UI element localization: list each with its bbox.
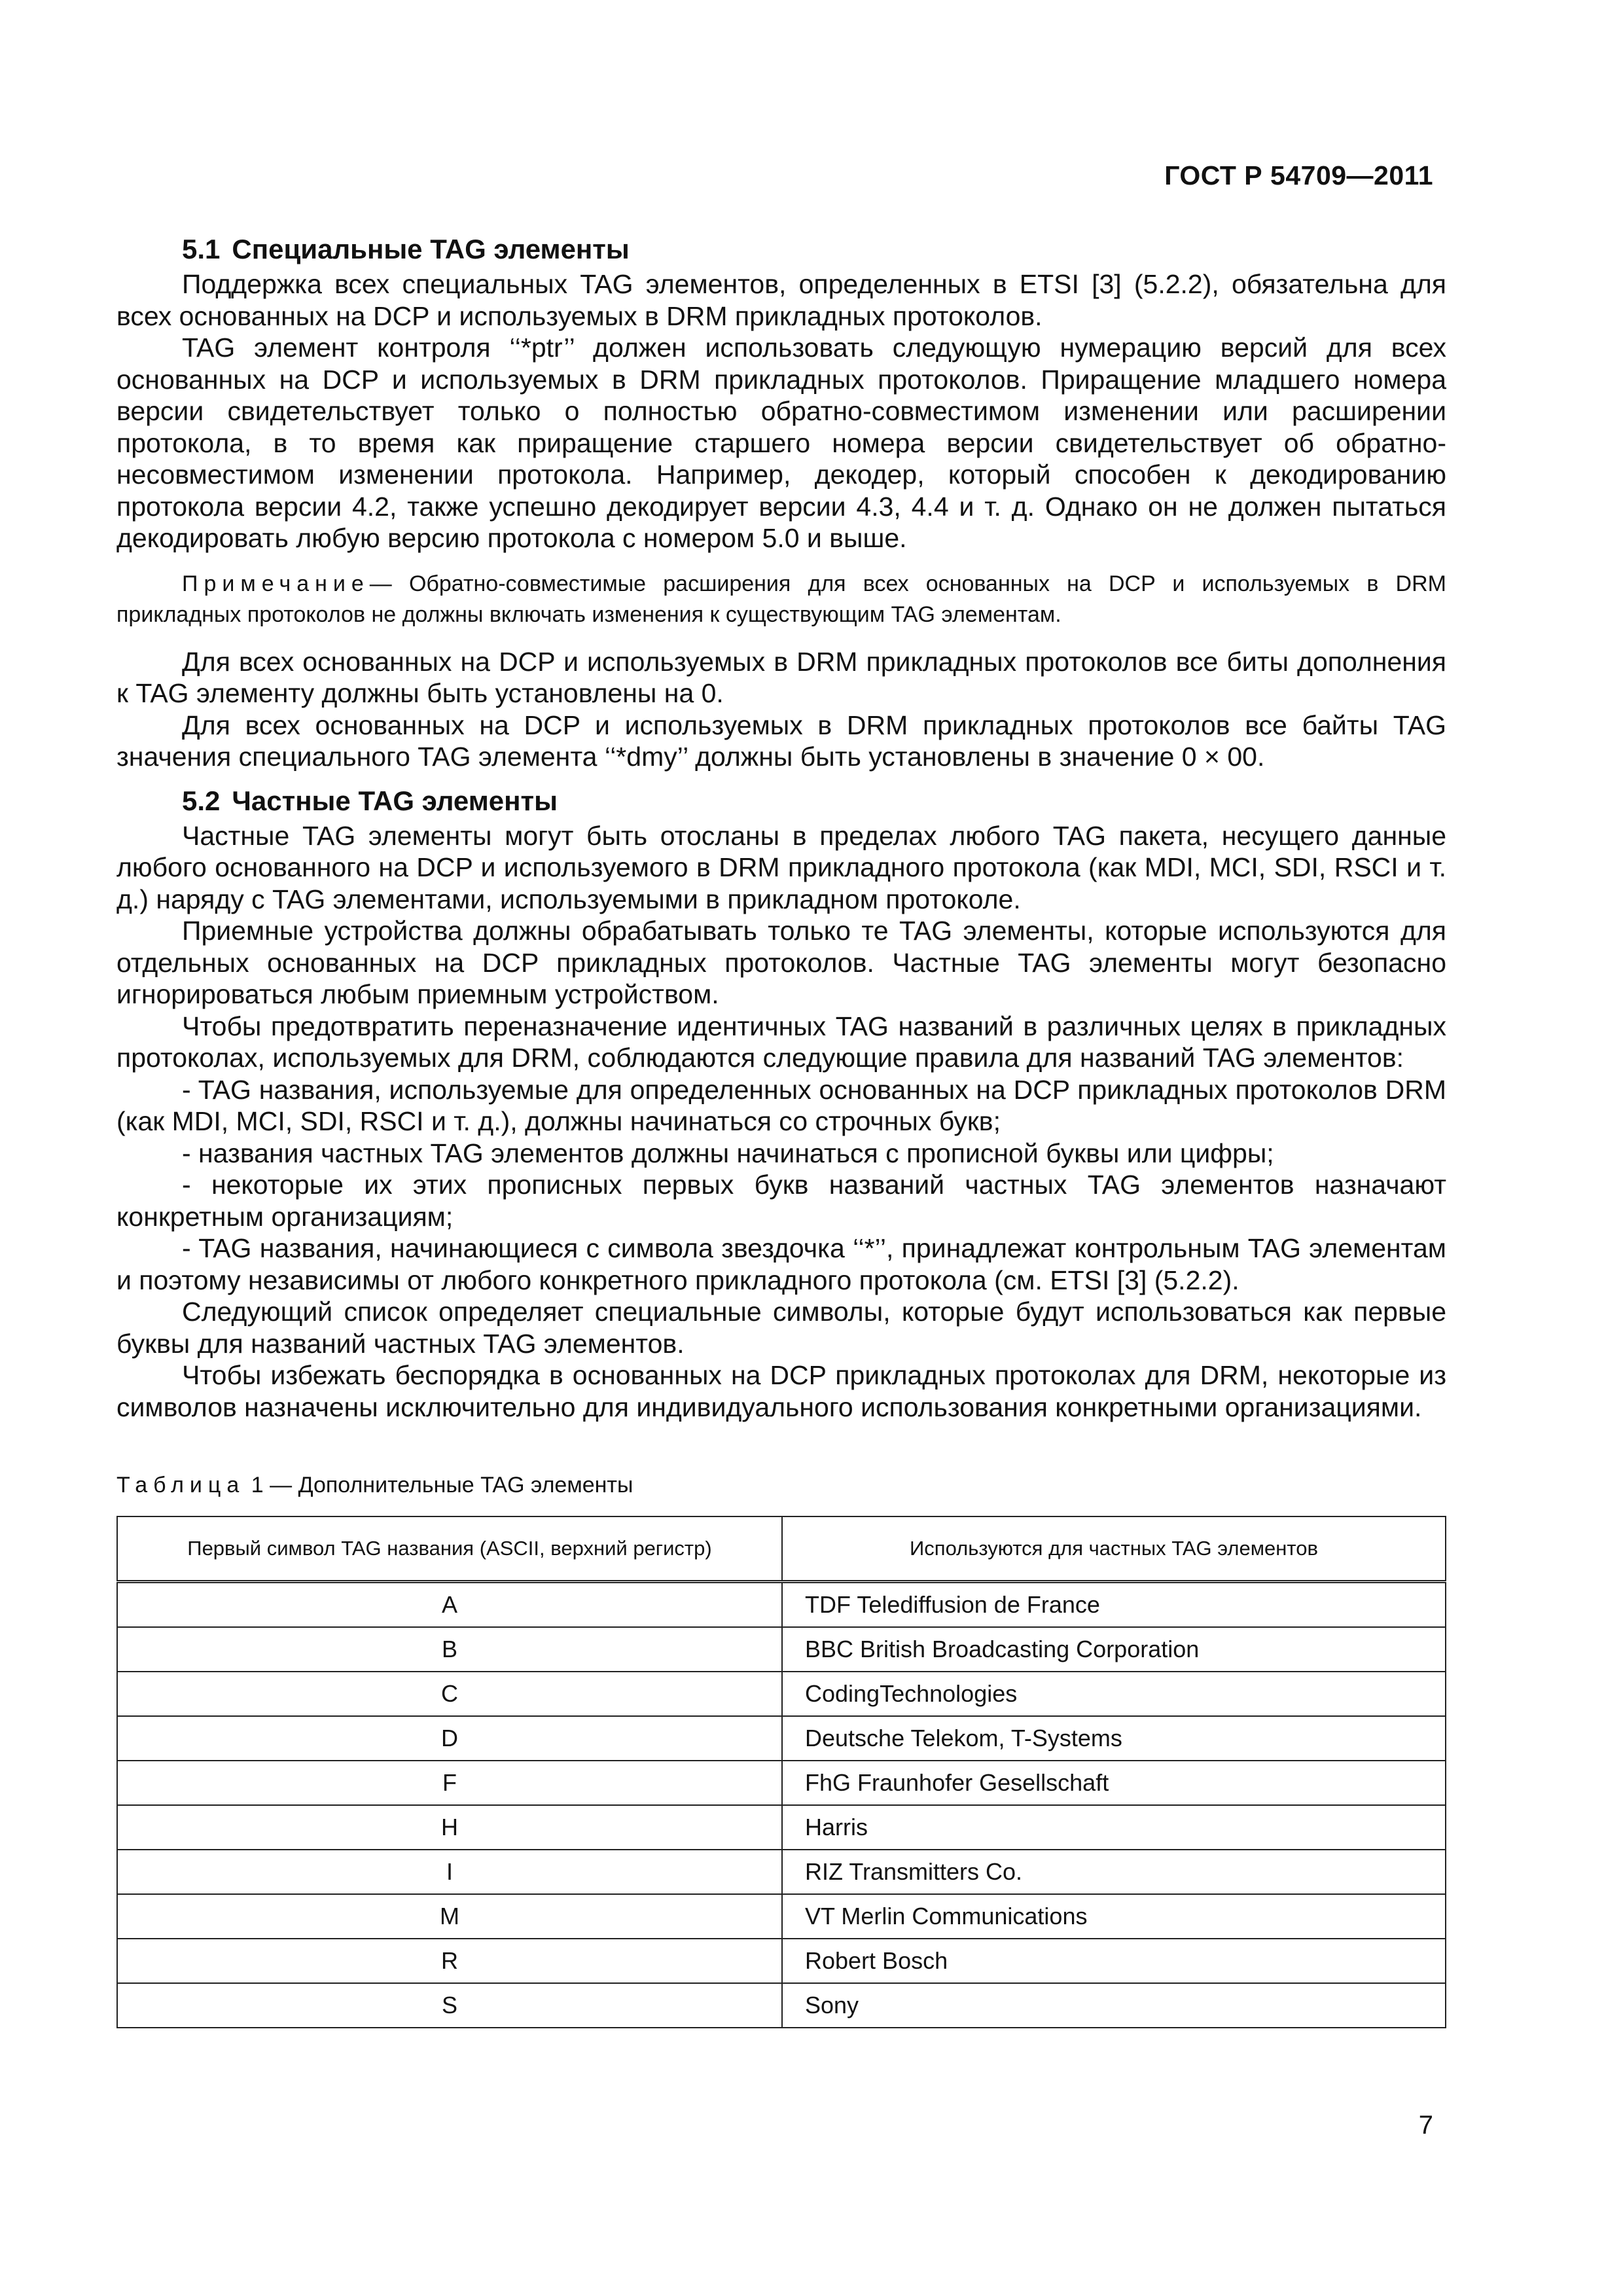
table-cell-symbol: S (117, 1983, 782, 2028)
paragraph: Для всех основанных на DCP и используемых в DRM прикладных протоколов все биты дополнения к TAG элементу должны быть установлены на 0. (116, 646, 1446, 708)
list-item: - TAG названия, используемые для определенных основанных на DCP прикладных протоколов DRM (как MDI, MCI, SDI, RSCI и т. д.), должны начинаться со строчных букв; (116, 1074, 1446, 1136)
table-cell-symbol: C (117, 1672, 782, 1716)
paragraph: Чтобы избежать беспорядка в основанных на DCP прикладных протоколах для DRM, некоторые из символов назначены исключительно для индивидуального использования конкретными организациями. (116, 1360, 1446, 1422)
paragraph: Чтобы предотвратить переназначение идентичных TAG названий в различных целях в прикладных протоколах, используемых для DRM, соблюдаются следующие правила для названий TAG элементов: (116, 1011, 1446, 1073)
section-heading-5-1 (116, 230, 1446, 268)
table-row (117, 1894, 1446, 1939)
list-item: - названия частных TAG элементов должны начинаться с прописной буквы или цифры; (182, 1138, 1274, 1168)
section-title: Специальные TAG элементы (232, 234, 630, 264)
page-content (116, 230, 1446, 2028)
table-cell-symbol: A (117, 1582, 782, 1628)
paragraph: Частные TAG элементы могут быть отосланы в пределах любого TAG пакета, несущего данные любого основанного на DCP и используемого в DRM прикладного протокола (как MDI, MCI, SDI, RSCI и т. д.) наряду с TAG элементами, используемыми в прикладном протоколе. (116, 820, 1446, 914)
note-text: — Обратно-совместимые расширения для всех основанных на DCP и используемых в DRM прикладных протоколов не должны включать изменения к существующим TAG элементам. (116, 571, 1446, 627)
table-row (117, 1939, 1446, 1983)
paragraph: Следующий список определяет специальные символы, которые будут использоваться как первые буквы для названий частных TAG элементов. (116, 1297, 1446, 1359)
table-cell-symbol: B (117, 1627, 782, 1672)
paragraph: Для всех основанных на DCP и используемых в DRM прикладных протоколов все байты TAG значения специального TAG элемента ‘‘*dmy’’ должны быть установлены в значение 0 × 00. (116, 709, 1446, 772)
document-id-header: ГОСТ Р 54709—2011 (1164, 160, 1433, 190)
note-block (116, 569, 1446, 630)
table-caption (116, 1469, 1446, 1501)
table-header-row (117, 1516, 1446, 1582)
table-cell-organization: Robert Bosch (782, 1939, 1446, 1983)
table-row (117, 1850, 1446, 1894)
table-caption-label: Таблица (116, 1473, 245, 1498)
section-title: Частные TAG элементы (232, 785, 558, 816)
list-item: - TAG названия, начинающиеся с символа звездочка ‘‘*’’, принадлежат контрольным TAG элементам и поэтому независимы от любого конкретного прикладного протокола (см. ETSI [3] (5.2.2). (116, 1233, 1446, 1295)
paragraph: TAG элемент контроля ‘‘*ptr’’ должен использовать следующую нумерацию версий для всех основанных на DCP и используемых в DRM прикладных протоколов. Приращение младшего номера версии свидетельствует только о полностью обратно-совместимом изменении или расширении протокола, в то время как приращение старшего номера версии свидетельствует об обратно-несовместимом изменении протокола. Например, декодер, который способен к декодированию протокола версии 4.2, также успешно декодирует версии 4.3, 4.4 и т. д. Однако он не должен пытаться декодировать любую версию протокола с номером 5.0 и выше. (116, 332, 1446, 553)
table-header-cell: Первый символ TAG названия (ASCII, верхний регистр) (117, 1516, 782, 1582)
table-cell-symbol: F (117, 1761, 782, 1805)
table-cell-organization: CodingTechnologies (782, 1672, 1446, 1716)
section-heading-5-2 (116, 782, 1446, 820)
table-cell-organization: TDF Telediffusion de France (782, 1582, 1446, 1628)
section-number: 5.2 (182, 785, 221, 816)
table-row (117, 1672, 1446, 1716)
table-header-cell: Используются для частных TAG элементов (782, 1516, 1446, 1582)
section-number: 5.1 (182, 234, 221, 264)
table-cell-organization: Sony (782, 1983, 1446, 2028)
list-item: - некоторые их этих прописных первых букв названий частных TAG элементов назначают конкретным организациям; (116, 1170, 1446, 1232)
table-cell-symbol: R (117, 1939, 782, 1983)
table-cell-symbol: D (117, 1716, 782, 1761)
table-cell-organization: Deutsche Telekom, T-Systems (782, 1716, 1446, 1761)
table-row (117, 1627, 1446, 1672)
table-cell-symbol: M (117, 1894, 782, 1939)
table-row (117, 1582, 1446, 1628)
table-cell-organization: BBC British Broadcasting Corporation (782, 1627, 1446, 1672)
table-cell-symbol: I (117, 1850, 782, 1894)
table-cell-organization: VT Merlin Communications (782, 1894, 1446, 1939)
table-row (117, 1983, 1446, 2028)
paragraph: Поддержка всех специальных TAG элементов, определенных в ETSI [3] (5.2.2), обязательна для всех основанных на DCP и используемых в DRM прикладных протоколов. (116, 269, 1446, 331)
table-cell-organization: RIZ Transmitters Co. (782, 1850, 1446, 1894)
page-number: 7 (1418, 2111, 1433, 2140)
table-row (117, 1761, 1446, 1805)
table-cell-symbol: H (117, 1805, 782, 1850)
table-cell-organization: Harris (782, 1805, 1446, 1850)
tag-elements-table (116, 1516, 1446, 2028)
table-row (117, 1805, 1446, 1850)
paragraph: Приемные устройства должны обрабатывать только те TAG элементы, которые используются для отдельных основанных на DCP прикладных протоколов. Частные TAG элементы могут безопасно игнорироваться любым приемным устройством. (116, 916, 1446, 1009)
table-caption-text: 1 — Дополнительные TAG элементы (251, 1473, 633, 1498)
table-row (117, 1716, 1446, 1761)
note-label: Примечание (182, 571, 370, 596)
table-cell-organization: FhG Fraunhofer Gesellschaft (782, 1761, 1446, 1805)
